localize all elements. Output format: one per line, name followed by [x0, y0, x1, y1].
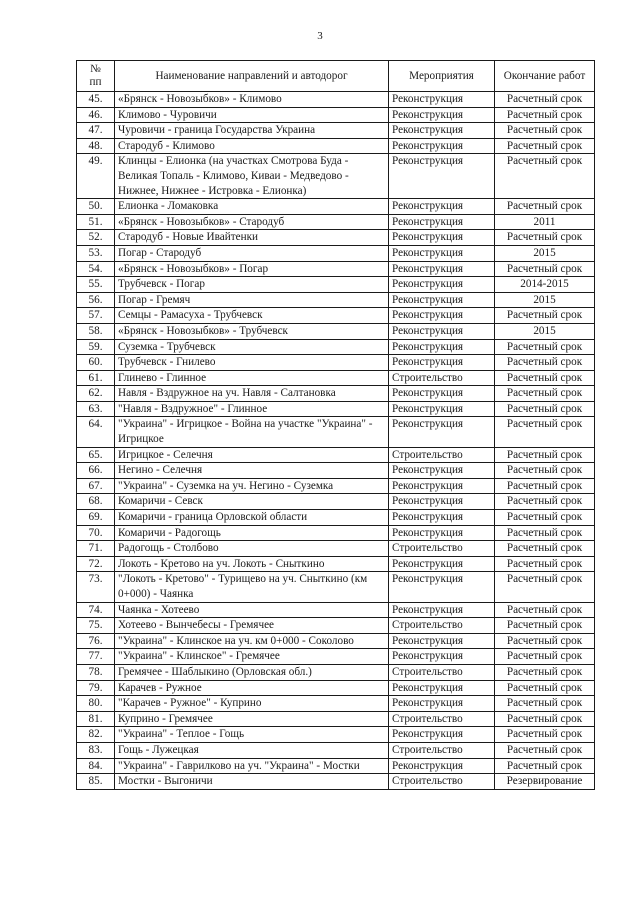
header-end: Окончание работ — [495, 61, 595, 92]
table-row — [77, 525, 595, 541]
row-activity: Реконструкция — [389, 323, 495, 339]
road-name: Карачев - Ружное — [115, 680, 389, 696]
row-end-date: 2015 — [495, 323, 595, 339]
row-end-date: Расчетный срок — [495, 417, 595, 447]
row-activity: Строительство — [389, 711, 495, 727]
row-end-date: Расчетный срок — [495, 618, 595, 634]
row-number: 65. — [77, 447, 115, 463]
row-number: 74. — [77, 602, 115, 618]
road-name: Клинцы - Елионка (на участках Смотрова Буда - Великая Топаль - Климово, Киваи - Медведово - Нижнее, Нижнее - Истровка - Елионка) — [115, 154, 389, 199]
road-name: Суземка - Трубчевск — [115, 339, 389, 355]
row-end-date: Расчетный срок — [495, 154, 595, 199]
row-number: 69. — [77, 510, 115, 526]
row-number: 77. — [77, 649, 115, 665]
road-name: «Брянск - Новозыбков» - Климово — [115, 92, 389, 108]
table-row — [77, 649, 595, 665]
row-activity: Реконструкция — [389, 633, 495, 649]
road-name: "Украина" - Игрицкое - Война на участке "Украина" - Игрицкое — [115, 417, 389, 447]
row-activity: Реконструкция — [389, 510, 495, 526]
row-activity: Строительство — [389, 664, 495, 680]
row-number: 61. — [77, 370, 115, 386]
row-number: 66. — [77, 463, 115, 479]
row-end-date: Резервирование — [495, 774, 595, 790]
road-name: Стародуб - Климово — [115, 138, 389, 154]
row-activity: Реконструкция — [389, 525, 495, 541]
row-number: 60. — [77, 355, 115, 371]
row-activity: Реконструкция — [389, 123, 495, 139]
row-end-date: Расчетный срок — [495, 649, 595, 665]
row-number: 52. — [77, 230, 115, 246]
table-row — [77, 494, 595, 510]
row-end-date: Расчетный срок — [495, 525, 595, 541]
table-row — [77, 758, 595, 774]
row-activity: Реконструкция — [389, 339, 495, 355]
row-end-date: Расчетный срок — [495, 680, 595, 696]
road-name: "Украина" - Суземка на уч. Негино - Суземка — [115, 478, 389, 494]
row-activity: Реконструкция — [389, 602, 495, 618]
road-name: Навля - Вздружное на уч. Навля - Салтановка — [115, 386, 389, 402]
row-number: 81. — [77, 711, 115, 727]
table-row — [77, 245, 595, 261]
header-activity: Мероприятия — [389, 61, 495, 92]
table-row — [77, 727, 595, 743]
table-row — [77, 277, 595, 293]
table-row — [77, 618, 595, 634]
road-name: Елионка - Ломаковка — [115, 199, 389, 215]
row-activity: Реконструкция — [389, 478, 495, 494]
road-name: Чаянка - Хотеево — [115, 602, 389, 618]
table-row — [77, 138, 595, 154]
road-name: Радогощь - Столбово — [115, 541, 389, 557]
row-end-date: Расчетный срок — [495, 696, 595, 712]
row-activity: Реконструкция — [389, 199, 495, 215]
row-activity: Строительство — [389, 541, 495, 557]
row-activity: Реконструкция — [389, 727, 495, 743]
road-name: Стародуб - Новые Ивайтенки — [115, 230, 389, 246]
row-end-date: Расчетный срок — [495, 355, 595, 371]
row-number: 76. — [77, 633, 115, 649]
table-row — [77, 664, 595, 680]
road-name: Комаричи - граница Орловской области — [115, 510, 389, 526]
road-name: Трубчевск - Погар — [115, 277, 389, 293]
table-row — [77, 447, 595, 463]
page-number: 3 — [317, 30, 323, 42]
table-row — [77, 323, 595, 339]
row-end-date: 2011 — [495, 214, 595, 230]
road-name: Комаричи - Севск — [115, 494, 389, 510]
road-name: Мостки - Выгоничи — [115, 774, 389, 790]
row-end-date: Расчетный срок — [495, 742, 595, 758]
row-activity: Реконструкция — [389, 758, 495, 774]
row-activity: Реконструкция — [389, 649, 495, 665]
row-number: 71. — [77, 541, 115, 557]
row-activity: Реконструкция — [389, 494, 495, 510]
row-activity: Строительство — [389, 370, 495, 386]
row-end-date: Расчетный срок — [495, 727, 595, 743]
road-name: Куприно - Гремячее — [115, 711, 389, 727]
table-row — [77, 572, 595, 602]
row-activity: Строительство — [389, 618, 495, 634]
row-end-date: Расчетный срок — [495, 107, 595, 123]
row-end-date: Расчетный срок — [495, 92, 595, 108]
row-number: 56. — [77, 292, 115, 308]
table-row — [77, 214, 595, 230]
row-end-date: Расчетный срок — [495, 230, 595, 246]
road-name: «Брянск - Новозыбков» - Стародуб — [115, 214, 389, 230]
table-row — [77, 355, 595, 371]
row-number: 50. — [77, 199, 115, 215]
table-row — [77, 199, 595, 215]
row-number: 67. — [77, 478, 115, 494]
road-name: Гощь - Лужецкая — [115, 742, 389, 758]
road-name: Глинево - Глинное — [115, 370, 389, 386]
row-number: 63. — [77, 401, 115, 417]
row-number: 83. — [77, 742, 115, 758]
row-end-date: Расчетный срок — [495, 556, 595, 572]
table-row — [77, 261, 595, 277]
row-number: 64. — [77, 417, 115, 447]
table-row — [77, 696, 595, 712]
row-end-date: Расчетный срок — [495, 339, 595, 355]
road-name: «Брянск - Новозыбков» - Трубчевск — [115, 323, 389, 339]
row-end-date: Расчетный срок — [495, 664, 595, 680]
row-end-date: Расчетный срок — [495, 758, 595, 774]
table-row — [77, 401, 595, 417]
row-number: 46. — [77, 107, 115, 123]
row-number: 78. — [77, 664, 115, 680]
table-row — [77, 556, 595, 572]
row-number: 57. — [77, 308, 115, 324]
row-end-date: Расчетный срок — [495, 370, 595, 386]
road-name: "Украина" - Гаврилково на уч. "Украина" - Мостки — [115, 758, 389, 774]
road-name: Негино - Селечня — [115, 463, 389, 479]
table-row — [77, 92, 595, 108]
row-activity: Реконструкция — [389, 386, 495, 402]
row-end-date: Расчетный срок — [495, 138, 595, 154]
table-row — [77, 510, 595, 526]
row-activity: Реконструкция — [389, 92, 495, 108]
road-name: Гремячее - Шаблыкино (Орловская обл.) — [115, 664, 389, 680]
table-row — [77, 633, 595, 649]
table-row — [77, 339, 595, 355]
row-end-date: 2015 — [495, 245, 595, 261]
road-name: Погар - Гремяч — [115, 292, 389, 308]
row-number: 73. — [77, 572, 115, 602]
road-name: "Локоть - Кретово" - Турищево на уч. Сныткино (км 0+000) - Чаянка — [115, 572, 389, 602]
table-row — [77, 711, 595, 727]
row-activity: Реконструкция — [389, 401, 495, 417]
table-row — [77, 478, 595, 494]
table-row — [77, 230, 595, 246]
row-end-date: 2015 — [495, 292, 595, 308]
row-number: 75. — [77, 618, 115, 634]
row-end-date: Расчетный срок — [495, 261, 595, 277]
row-activity: Реконструкция — [389, 355, 495, 371]
row-number: 79. — [77, 680, 115, 696]
road-name: "Карачев - Ружное" - Куприно — [115, 696, 389, 712]
row-end-date: Расчетный срок — [495, 401, 595, 417]
row-activity: Реконструкция — [389, 154, 495, 199]
row-activity: Реконструкция — [389, 214, 495, 230]
road-name: "Украина" - Теплое - Гощь — [115, 727, 389, 743]
row-end-date: Расчетный срок — [495, 711, 595, 727]
table-row — [77, 154, 595, 199]
table-row — [77, 463, 595, 479]
road-name: Семцы - Рамасуха - Трубчевск — [115, 308, 389, 324]
row-end-date: Расчетный срок — [495, 199, 595, 215]
row-end-date: Расчетный срок — [495, 463, 595, 479]
row-activity: Реконструкция — [389, 261, 495, 277]
row-end-date: Расчетный срок — [495, 494, 595, 510]
row-number: 62. — [77, 386, 115, 402]
road-name: "Украина" - Клинское на уч. км 0+000 - Соколово — [115, 633, 389, 649]
row-activity: Реконструкция — [389, 292, 495, 308]
table-row — [77, 541, 595, 557]
row-activity: Строительство — [389, 774, 495, 790]
header-name: Наименование направлений и автодорог — [115, 61, 389, 92]
table-row — [77, 370, 595, 386]
table-row — [77, 386, 595, 402]
row-number: 51. — [77, 214, 115, 230]
road-name: Чуровичи - граница Государства Украина — [115, 123, 389, 139]
row-activity: Реконструкция — [389, 230, 495, 246]
row-number: 68. — [77, 494, 115, 510]
row-end-date: Расчетный срок — [495, 123, 595, 139]
row-end-date: Расчетный срок — [495, 541, 595, 557]
table-row — [77, 774, 595, 790]
road-name: Трубчевск - Гнилево — [115, 355, 389, 371]
row-number: 48. — [77, 138, 115, 154]
row-number: 84. — [77, 758, 115, 774]
road-name: Локоть - Кретово на уч. Локоть - Сныткино — [115, 556, 389, 572]
row-activity: Реконструкция — [389, 696, 495, 712]
row-number: 70. — [77, 525, 115, 541]
row-activity: Реконструкция — [389, 680, 495, 696]
table-row — [77, 417, 595, 447]
table-row — [77, 123, 595, 139]
row-activity: Строительство — [389, 742, 495, 758]
row-end-date: Расчетный срок — [495, 572, 595, 602]
road-name: Хотеево - Вынчебесы - Гремячее — [115, 618, 389, 634]
road-name: Игрицкое - Селечня — [115, 447, 389, 463]
row-activity: Реконструкция — [389, 138, 495, 154]
road-name: Климово - Чуровичи — [115, 107, 389, 123]
row-number: 53. — [77, 245, 115, 261]
road-name: Погар - Стародуб — [115, 245, 389, 261]
row-activity: Реконструкция — [389, 463, 495, 479]
row-activity: Реконструкция — [389, 572, 495, 602]
row-number: 45. — [77, 92, 115, 108]
table-row — [77, 107, 595, 123]
table-row — [77, 292, 595, 308]
row-number: 58. — [77, 323, 115, 339]
road-name: «Брянск - Новозыбков» - Погар — [115, 261, 389, 277]
table-header-row — [77, 61, 595, 92]
road-name: "Украина" - Клинское" - Гремячее — [115, 649, 389, 665]
row-activity: Реконструкция — [389, 277, 495, 293]
table-row — [77, 742, 595, 758]
row-activity: Реконструкция — [389, 107, 495, 123]
roads-table — [76, 60, 595, 790]
header-num: № пп — [77, 61, 115, 92]
row-number: 54. — [77, 261, 115, 277]
table-row — [77, 602, 595, 618]
row-activity: Реконструкция — [389, 245, 495, 261]
row-end-date: Расчетный срок — [495, 478, 595, 494]
row-number: 49. — [77, 154, 115, 199]
row-number: 72. — [77, 556, 115, 572]
row-number: 59. — [77, 339, 115, 355]
row-end-date: Расчетный срок — [495, 633, 595, 649]
row-end-date: Расчетный срок — [495, 510, 595, 526]
table-row — [77, 308, 595, 324]
row-end-date: Расчетный срок — [495, 308, 595, 324]
row-end-date: Расчетный срок — [495, 602, 595, 618]
row-number: 55. — [77, 277, 115, 293]
row-end-date: 2014-2015 — [495, 277, 595, 293]
row-number: 47. — [77, 123, 115, 139]
row-activity: Реконструкция — [389, 417, 495, 447]
row-end-date: Расчетный срок — [495, 386, 595, 402]
row-activity: Реконструкция — [389, 308, 495, 324]
table-row — [77, 680, 595, 696]
row-end-date: Расчетный срок — [495, 447, 595, 463]
row-number: 80. — [77, 696, 115, 712]
row-number: 85. — [77, 774, 115, 790]
row-number: 82. — [77, 727, 115, 743]
table-body — [77, 92, 595, 790]
road-name: "Навля - Вздружное" - Глинное — [115, 401, 389, 417]
row-activity: Строительство — [389, 447, 495, 463]
road-name: Комаричи - Радогощь — [115, 525, 389, 541]
row-activity: Реконструкция — [389, 556, 495, 572]
